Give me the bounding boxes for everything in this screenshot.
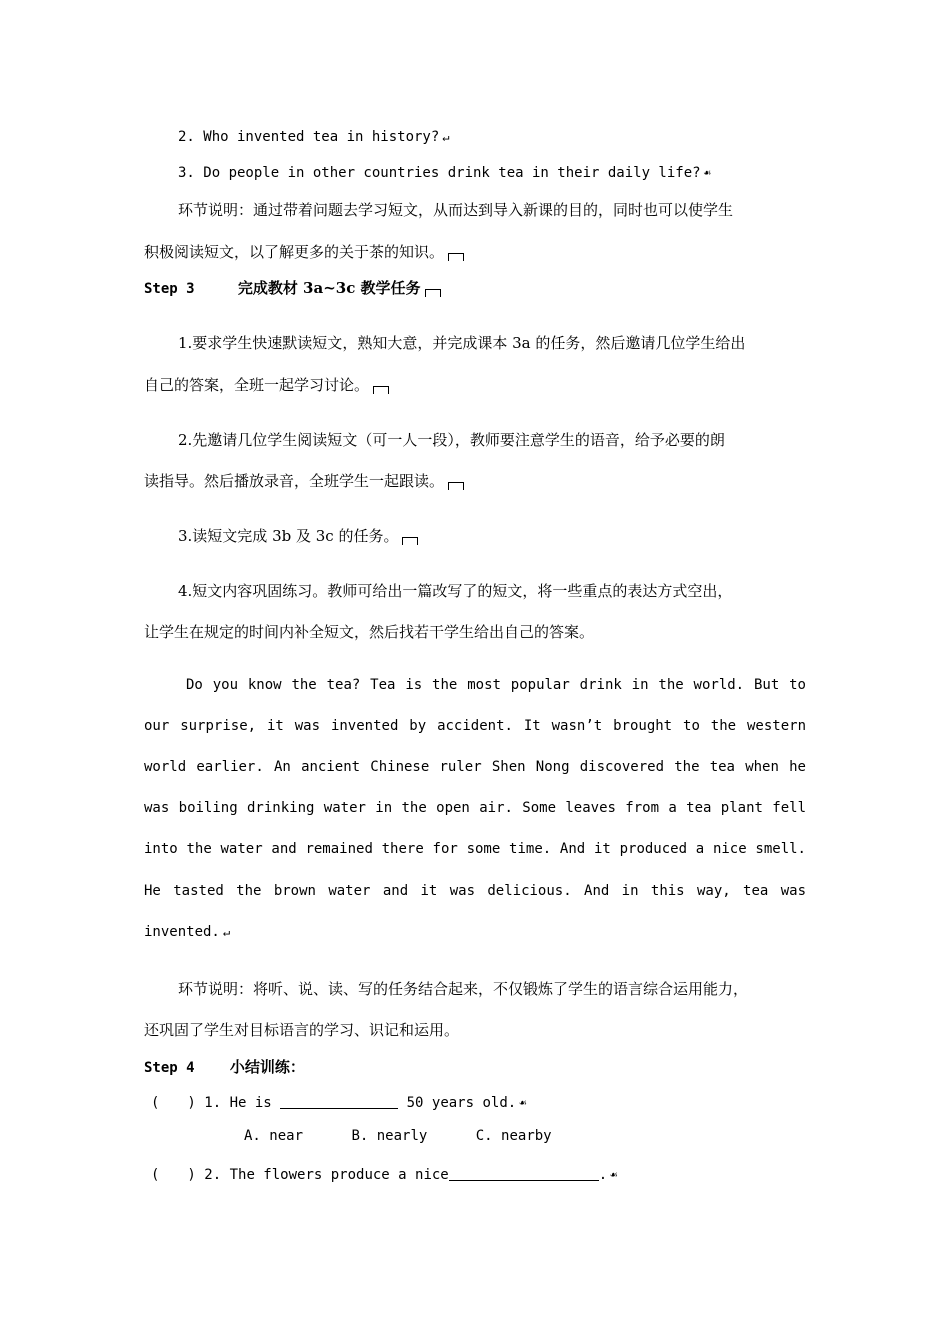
note1-line1: 环节说明：通过带着问题去学习短文，从而达到导入新课的目的，同时也可以使学生 <box>178 201 734 219</box>
passage-line6: He tasted the brown water and it was delicious. And in this way, tea was <box>144 883 806 899</box>
step3-item4-line1: 4.短文内容巩固练习。教师可给出一篇改写了的短文，将一些重点的表达方式空出， <box>178 582 733 600</box>
exercise-1-options <box>244 1128 552 1144</box>
paragraph-mark-icon <box>402 537 418 545</box>
paragraph-mark-icon <box>448 253 464 261</box>
option-a: A. near <box>244 1128 304 1144</box>
passage-line3: world earlier. An ancient Chinese ruler Shen Nong discovered the tea when he <box>144 759 806 775</box>
annotation-glyph-icon: ☙ <box>703 166 711 180</box>
passage-line5: into the water and remained there for some time. And it produced a nice smell. <box>144 841 806 857</box>
note2-line1: 环节说明：将听、说、读、写的任务结合起来，不仅锻炼了学生的语言综合运用能力， <box>178 980 749 998</box>
blank-line[interactable] <box>280 1094 398 1109</box>
annotation-glyph-icon: ☙ <box>519 1096 527 1110</box>
answer-bracket[interactable]: ( ) <box>151 1095 196 1111</box>
step3-item1-line2: 自己的答案，全班一起学习讨论。 <box>144 374 389 395</box>
step3-item3: 3.读短文完成 3b 及 3c 的任务。 <box>178 525 418 546</box>
step4-heading: Step 4 小结训练： <box>144 1058 305 1076</box>
step3-item2-line2: 读指导。然后播放录音，全班学生一起跟读。 <box>144 470 464 491</box>
note1-line2: 积极阅读短文，以了解更多的关于茶的知识。 <box>144 241 464 262</box>
step3-heading: Step 3 完成教材 3a~3c 教学任务 <box>144 277 441 298</box>
passage-line4: was boiling drinking water in the open air. Some leaves from a tea plant fell <box>144 800 806 816</box>
question-2: 2. Who invented tea in history? ↵ <box>178 129 450 145</box>
step3-item1-line1: 1.要求学生快速默读短文，熟知大意，并完成课本 3a 的任务，然后邀请几位学生给出 <box>178 334 746 352</box>
passage-line1: Do you know the tea? Tea is the most popular drink in the world. But to <box>186 677 806 693</box>
note2-line2: 还巩固了学生对目标语言的学习、识记和运用。 <box>144 1021 460 1039</box>
option-b: B. nearly <box>351 1128 428 1144</box>
paragraph-mark-icon <box>373 386 389 394</box>
step3-item4-line2: 让学生在规定的时间内补全短文，然后找若干学生给出自己的答案。 <box>144 623 595 641</box>
annotation-glyph-icon: ☙ <box>610 1168 618 1182</box>
question-3: 3. Do people in other countries drink tea in their daily life? ☙ <box>178 165 711 181</box>
paragraph-mark-icon <box>448 482 464 490</box>
paragraph-mark-icon <box>425 289 441 297</box>
blank-line[interactable] <box>449 1166 599 1181</box>
return-arrow-icon: ↵ <box>222 925 231 939</box>
passage-line2: our surprise, it was invented by accident. It wasn’t brought to the western <box>144 718 806 734</box>
exercise-1: ( ) 1. He is 50 years old. ☙ <box>151 1095 527 1111</box>
exercise-2: ( ) 2. The flowers produce a nice . ☙ <box>151 1167 618 1183</box>
return-arrow-icon: ↵ <box>442 130 450 144</box>
step3-item2-line1: 2.先邀请几位学生阅读短文（可一人一段），教师要注意学生的语音，给予必要的朗 <box>178 431 725 449</box>
option-c: C. nearby <box>475 1128 552 1144</box>
answer-bracket[interactable]: ( ) <box>151 1167 196 1183</box>
passage-line7: invented. ↵ <box>144 924 231 940</box>
